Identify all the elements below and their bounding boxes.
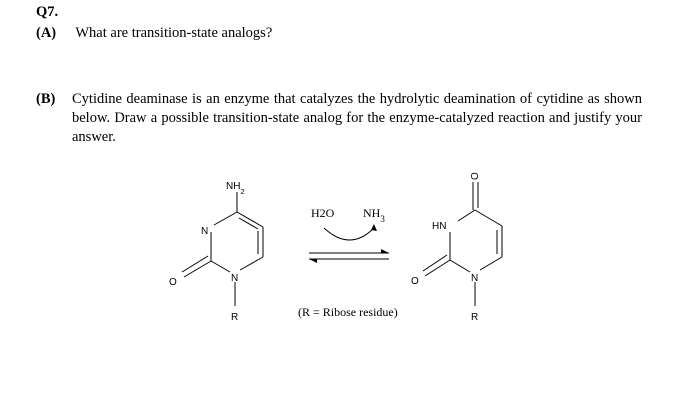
- uridine-structure: [423, 182, 502, 306]
- curved-arrow-head: [371, 224, 377, 231]
- reagent-water: H2O: [311, 206, 335, 220]
- part-a-text: What are transition-state analogs?: [75, 25, 273, 41]
- cytidine-n3-label: N: [201, 226, 209, 237]
- forward-arrow-head: [381, 249, 389, 253]
- cytidine-amino-label: $NH_2$: [226, 181, 245, 196]
- part-a-tag: (A): [36, 25, 57, 41]
- cytidine-structure: [182, 192, 263, 306]
- uridine-n1-label: N: [471, 273, 479, 284]
- uridine-top-oxygen-label: O: [470, 172, 481, 180]
- reverse-arrow-head: [309, 259, 317, 263]
- cytidine-n1-label: N: [231, 273, 239, 284]
- part-b-tag: (B): [36, 91, 56, 107]
- ribose-note: (R = Ribose residue): [298, 305, 398, 319]
- uridine-nh-label: HN: [432, 221, 447, 232]
- uridine-r-label: R: [471, 312, 479, 323]
- cytidine-r-label: R: [231, 312, 239, 323]
- cytidine-oxygen-label: O: [169, 277, 177, 288]
- uridine-oxygen-label: O: [411, 276, 419, 287]
- part-b-text: Cytidine deaminase is an enzyme that catalyzes the hydrolytic deamination of cytidine as shown below. Draw a possible transition-state analog for the enzyme-catalyzed reaction and justify your answer.: [72, 91, 642, 145]
- reagent-ammonia: $NH_3$: [363, 206, 385, 224]
- equilibrium-arrows: [309, 228, 389, 259]
- question-number: Q7.: [36, 4, 59, 20]
